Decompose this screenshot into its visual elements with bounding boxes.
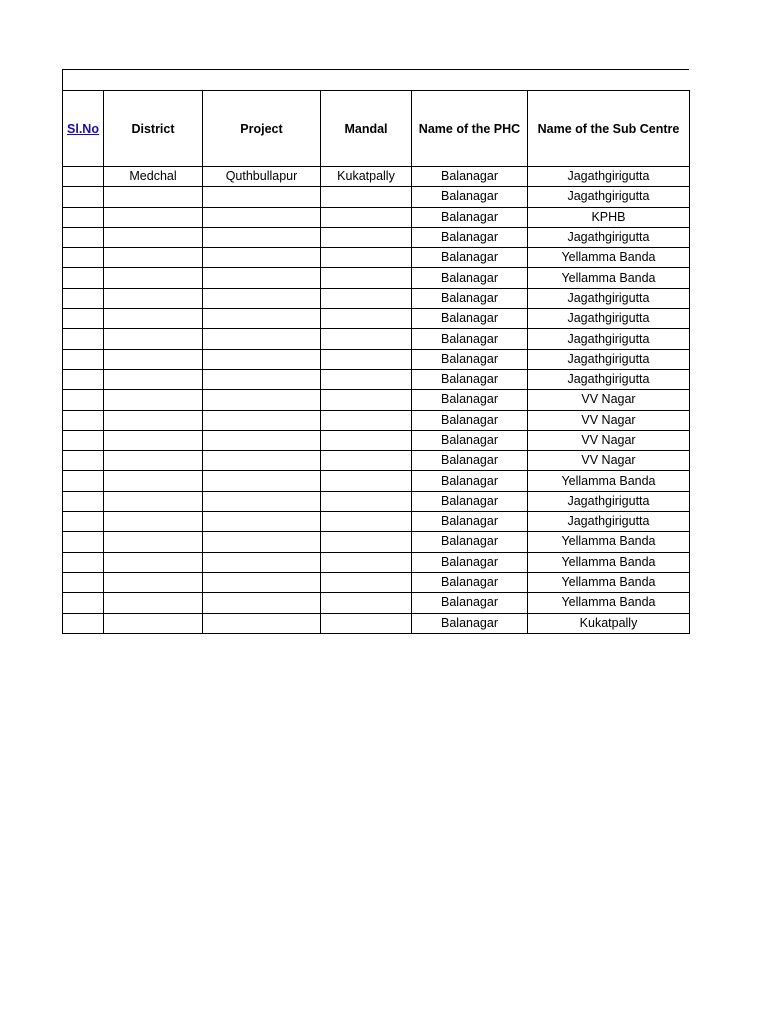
cell-phc: Balanagar — [412, 451, 528, 471]
table-row — [63, 349, 690, 369]
table-row — [63, 288, 690, 308]
cell-project — [203, 288, 321, 308]
cell-mandal — [321, 390, 412, 410]
cell-project — [203, 390, 321, 410]
cell-project — [203, 593, 321, 613]
cell-district — [104, 349, 203, 369]
cell-project — [203, 187, 321, 207]
cell-slno — [63, 410, 104, 430]
table-row — [63, 390, 690, 410]
cell-district — [104, 451, 203, 471]
cell-subcentre: Yellamma Banda — [528, 532, 690, 552]
table-row — [63, 532, 690, 552]
cell-mandal — [321, 613, 412, 633]
cell-slno — [63, 288, 104, 308]
cell-project — [203, 369, 321, 389]
cell-phc: Balanagar — [412, 369, 528, 389]
cell-slno — [63, 248, 104, 268]
spreadsheet-page — [62, 69, 690, 634]
cell-district — [104, 268, 203, 288]
table-row — [63, 167, 690, 187]
table-row — [63, 512, 690, 532]
cell-subcentre: Yellamma Banda — [528, 593, 690, 613]
cell-project — [203, 613, 321, 633]
cell-mandal — [321, 248, 412, 268]
cell-phc: Balanagar — [412, 512, 528, 532]
cell-phc: Balanagar — [412, 268, 528, 288]
cell-mandal — [321, 532, 412, 552]
cell-district — [104, 491, 203, 511]
cell-phc: Balanagar — [412, 552, 528, 572]
cell-subcentre: VV Nagar — [528, 390, 690, 410]
cell-project — [203, 552, 321, 572]
cell-slno — [63, 451, 104, 471]
cell-project — [203, 572, 321, 592]
cell-slno — [63, 227, 104, 247]
cell-district — [104, 329, 203, 349]
cell-slno — [63, 613, 104, 633]
cell-district — [104, 390, 203, 410]
cell-subcentre: Yellamma Banda — [528, 248, 690, 268]
cell-district — [104, 572, 203, 592]
cell-district — [104, 471, 203, 491]
cell-phc: Balanagar — [412, 248, 528, 268]
cell-slno — [63, 532, 104, 552]
cell-subcentre: Jagathgirigutta — [528, 349, 690, 369]
table-row — [63, 471, 690, 491]
table-row — [63, 329, 690, 349]
cell-subcentre: Jagathgirigutta — [528, 187, 690, 207]
cell-project — [203, 491, 321, 511]
cell-slno — [63, 167, 104, 187]
header-row — [63, 91, 690, 167]
cell-phc: Balanagar — [412, 572, 528, 592]
cell-slno — [63, 430, 104, 450]
cell-slno — [63, 309, 104, 329]
cell-subcentre: VV Nagar — [528, 430, 690, 450]
table-row — [63, 268, 690, 288]
cell-phc: Balanagar — [412, 329, 528, 349]
cell-phc: Balanagar — [412, 532, 528, 552]
table-row — [63, 187, 690, 207]
phc-subcentre-table — [62, 90, 690, 634]
header-subcentre: Name of the Sub Centre — [528, 91, 690, 167]
cell-slno — [63, 187, 104, 207]
slno-link[interactable]: Sl.No — [67, 121, 99, 136]
cell-district — [104, 552, 203, 572]
cell-district — [104, 512, 203, 532]
table-row — [63, 552, 690, 572]
cell-project — [203, 532, 321, 552]
cell-slno — [63, 349, 104, 369]
cell-subcentre: Jagathgirigutta — [528, 167, 690, 187]
table-row — [63, 430, 690, 450]
cell-subcentre: Jagathgirigutta — [528, 491, 690, 511]
cell-mandal — [321, 471, 412, 491]
cell-mandal — [321, 268, 412, 288]
cell-project — [203, 349, 321, 369]
cell-subcentre: Yellamma Banda — [528, 268, 690, 288]
cell-subcentre: Jagathgirigutta — [528, 369, 690, 389]
cell-mandal — [321, 512, 412, 532]
cell-district: Medchal — [104, 167, 203, 187]
cell-slno — [63, 491, 104, 511]
cell-subcentre: Kukatpally — [528, 613, 690, 633]
cell-mandal — [321, 288, 412, 308]
table-row — [63, 227, 690, 247]
cell-phc: Balanagar — [412, 491, 528, 511]
cell-phc: Balanagar — [412, 227, 528, 247]
cell-subcentre: Jagathgirigutta — [528, 288, 690, 308]
cell-phc: Balanagar — [412, 471, 528, 491]
cell-phc: Balanagar — [412, 288, 528, 308]
header-project: Project — [203, 91, 321, 167]
cell-project — [203, 268, 321, 288]
cell-district — [104, 593, 203, 613]
cell-phc: Balanagar — [412, 207, 528, 227]
cell-project — [203, 451, 321, 471]
cell-slno — [63, 268, 104, 288]
cell-slno — [63, 207, 104, 227]
table-row — [63, 451, 690, 471]
cell-project — [203, 430, 321, 450]
cell-district — [104, 187, 203, 207]
table-row — [63, 248, 690, 268]
cell-project — [203, 309, 321, 329]
table-row — [63, 309, 690, 329]
cell-mandal — [321, 187, 412, 207]
cell-mandal — [321, 207, 412, 227]
cell-phc: Balanagar — [412, 390, 528, 410]
table-row — [63, 410, 690, 430]
table-row — [63, 593, 690, 613]
cell-slno — [63, 471, 104, 491]
cell-subcentre: KPHB — [528, 207, 690, 227]
cell-mandal — [321, 451, 412, 471]
cell-project — [203, 329, 321, 349]
cell-mandal: Kukatpally — [321, 167, 412, 187]
table-row — [63, 572, 690, 592]
cell-subcentre: Jagathgirigutta — [528, 309, 690, 329]
table-row — [63, 491, 690, 511]
cell-subcentre: Yellamma Banda — [528, 552, 690, 572]
cell-district — [104, 369, 203, 389]
cell-project: Quthbullapur — [203, 167, 321, 187]
title-row — [62, 69, 689, 90]
cell-mandal — [321, 369, 412, 389]
header-phc: Name of the PHC — [412, 91, 528, 167]
cell-mandal — [321, 552, 412, 572]
table-row — [63, 613, 690, 633]
cell-mandal — [321, 329, 412, 349]
cell-project — [203, 410, 321, 430]
cell-district — [104, 248, 203, 268]
cell-subcentre: Yellamma Banda — [528, 471, 690, 491]
cell-phc: Balanagar — [412, 309, 528, 329]
cell-slno — [63, 593, 104, 613]
cell-district — [104, 288, 203, 308]
cell-district — [104, 207, 203, 227]
table-row — [63, 369, 690, 389]
cell-phc: Balanagar — [412, 593, 528, 613]
cell-phc: Balanagar — [412, 410, 528, 430]
cell-mandal — [321, 227, 412, 247]
cell-slno — [63, 512, 104, 532]
cell-project — [203, 248, 321, 268]
cell-district — [104, 613, 203, 633]
cell-mandal — [321, 593, 412, 613]
cell-district — [104, 532, 203, 552]
cell-slno — [63, 329, 104, 349]
header-district: District — [104, 91, 203, 167]
cell-subcentre: Yellamma Banda — [528, 572, 690, 592]
cell-mandal — [321, 410, 412, 430]
cell-district — [104, 430, 203, 450]
cell-mandal — [321, 491, 412, 511]
cell-subcentre: Jagathgirigutta — [528, 227, 690, 247]
cell-project — [203, 471, 321, 491]
cell-project — [203, 207, 321, 227]
cell-phc: Balanagar — [412, 167, 528, 187]
cell-subcentre: VV Nagar — [528, 410, 690, 430]
cell-district — [104, 410, 203, 430]
cell-mandal — [321, 430, 412, 450]
cell-project — [203, 227, 321, 247]
cell-mandal — [321, 349, 412, 369]
cell-mandal — [321, 309, 412, 329]
table-row — [63, 207, 690, 227]
cell-mandal — [321, 572, 412, 592]
cell-subcentre: Jagathgirigutta — [528, 329, 690, 349]
cell-slno — [63, 572, 104, 592]
cell-phc: Balanagar — [412, 349, 528, 369]
cell-subcentre: Jagathgirigutta — [528, 512, 690, 532]
cell-phc: Balanagar — [412, 430, 528, 450]
header-slno[interactable] — [63, 91, 104, 167]
cell-slno — [63, 369, 104, 389]
cell-phc: Balanagar — [412, 187, 528, 207]
cell-phc: Balanagar — [412, 613, 528, 633]
cell-subcentre: VV Nagar — [528, 451, 690, 471]
cell-district — [104, 227, 203, 247]
cell-slno — [63, 552, 104, 572]
cell-slno — [63, 390, 104, 410]
header-mandal: Mandal — [321, 91, 412, 167]
table-body — [63, 167, 690, 634]
cell-project — [203, 512, 321, 532]
cell-district — [104, 309, 203, 329]
